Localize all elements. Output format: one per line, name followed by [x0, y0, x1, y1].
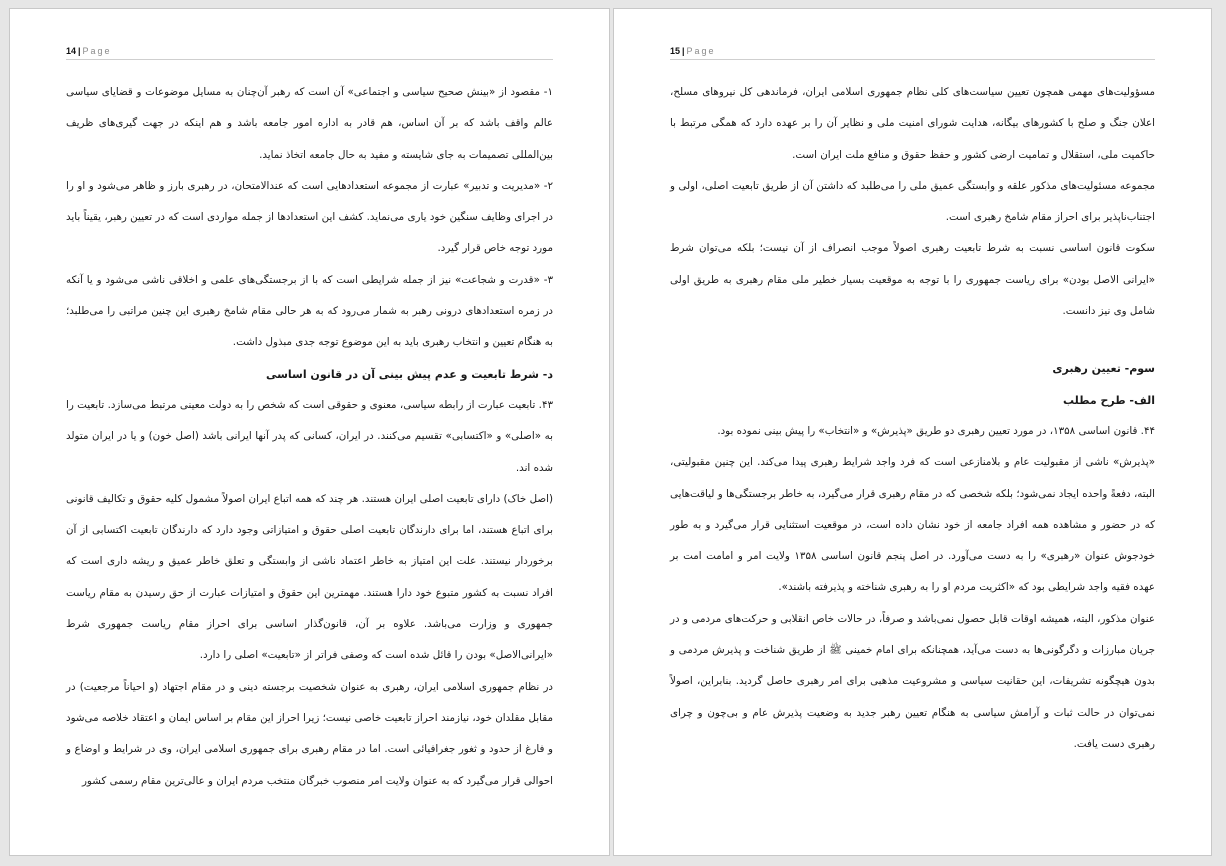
page-number: 14	[66, 46, 77, 56]
paragraph: عنوان مذکور، البته، همیشه اوقات قابل حصول نمی‌باشد و صرفاً، در حالات خاص انقلابی و حرکت‌های مردمی و در جریان مبارزات و دگرگونی‌ها به دست می‌آید، همچنانکه برای امام خمینی ﷺ از طریق شناخت و پذیرش مردمی و بدون هیچگونه تشریفات، این حقانیت سیاسی و مشروعیت مذهبی برای امر رهبری حاصل گردید. بنابراین، اصولاً نمی‌توان در حالت ثبات و آرامش سیاسی به هنگام تعیین رهبر جدید به وضعیت پذیرش عام و بی‌چون و چرای رهبری دست یافت.	[670, 612, 1155, 750]
paragraph: ۴۳. تابعیت عبارت از رابطه سیاسی، معنوی و حقوقی است که شخص را به دولت معینی مرتبط می‌سازد. تابعیت را به «اصلی» و «اکتسابی» تقسیم می‌کنند. در ایران، کسانی که پدر آنها ایرانی باشد (اصل خون) و یا در ایران متولد شده اند.	[66, 398, 553, 474]
paragraph: ۲- «مدیریت و تدبیر» عبارت از مجموعه استعدادهایی است که عندالامتحان، در رهبری بارز و ظاهر می‌شود و او را در اجرای وظایف سنگین خود یاری می‌نماید. کشف این استعدادها از جمله مواردی است که در تعیین رهبر، یقیناً باید مورد توجه خاص قرار گیرد.	[66, 179, 553, 255]
paragraph: (اصل خاک) دارای تابعیت اصلی ایران هستند. هر چند که همه اتباع ایران اصولاً مشمول کلیه حقوق و تکالیف قانونی برای اتباع هستند، اما برای دارندگان تابعیت اصلی حقوق و امتیازاتی وجود دارد که دارندگان تابعیت اکتسابی از آن برخوردار نیستند. علت این امتیاز به خاطر اعتماد ناشی از وابستگی و تعلق خاطر عمیق و ریشه داری است که افراد نسبت به کشور متبوع خود دارا هستند. مهمترین این حقوق و امتیازات عبارت از حق رسیدن به مقام ریاست جمهوری و وزارت می‌باشد. علاوه بر آن، قانون‌گذار اساسی برای احراز مقام ریاست جمهوری شرط «ایرانی‌الاصل» بودن را قائل شده است که وصفی فراتر از «تابعیت» اصلی را دارد.	[66, 492, 553, 662]
subsection-heading: الف- طرح مطلب	[1062, 393, 1155, 407]
paragraph: سکوت قانون اساسی نسبت به شرط تابعیت رهبری اصولاً موجب انصراف از آن نیست؛ بلکه می‌توان شرط «ایرانی الاصل بودن» برای ریاست جمهوری را با توجه به موقعیت بسیار خطیر ملی مقام رهبری به طریق اولی شامل وی نیز دانست.	[670, 242, 1155, 318]
spacer	[670, 327, 1155, 353]
paragraph: ۳- «قدرت و شجاعت» نیز از جمله شرایطی است که با از برجستگی‌های علمی و اخلاقی ناشی می‌شود و یا آنکه در زمره استعدادهای درونی رهبر به شمار می‌رود که به هر حالی مقام شامخ رهبری این چنین مراتبی را می‌طلبد؛ به هنگام تعیین و انتخاب رهبری باید به این موضوع توجه جدی مبذول داشت.	[66, 273, 553, 349]
paragraph: مجموعه مسئولیت‌های مذکور علقه و وابستگی عمیق ملی را می‌طلبد که داشتن آن از طریق تابعیت اصلی، اولی و اجتناب‌ناپذیر برای احراز مقام شامخ رهبری است.	[670, 179, 1155, 224]
paragraph: در نظام جمهوری اسلامی ایران، رهبری به عنوان شخصیت برجسته دینی و در مقام اجتهاد (و احیاناً مرجعیت) در مقابل مقلدان خود، نیازمند احراز تابعیت خاصی نیست؛ زیرا احراز این مقام بر اساس ایمان و اعتقاد خلاصه می‌شود و فارغ از حدود و ثغور جغرافیائی است. اما در مقام رهبری برای جمهوری اسلامی ایران، وی در شرایط و اوضاع و احوالی قرار می‌گیرد که به عنوان ولایت امر منصوب خبرگان منتخب مردم ایران و عالی‌ترین مقام رسمی کشور	[66, 680, 553, 787]
page-label: Page	[82, 46, 112, 56]
page-body	[670, 77, 1155, 760]
page-label: Page	[686, 46, 716, 56]
document-page-right	[613, 8, 1212, 856]
paragraph: «پذیرش» ناشی از مقبولیت عام و بلامنازعی است که فرد واجد شرایط رهبری پیدا می‌کند. این چنین مقبولیتی، البته، دفعةً واحده ایجاد نمی‌شود؛ بلکه شخصی که در مقام رهبری قرار می‌گیرد، به خاطر برجستگی‌ها و لیاقت‌هایی که در حضور و مشاهده همه افراد جامعه از خود نشان داده است، در موقعیت استثنایی قرار می‌گیرد و به طور خودجوش عنوان «رهبری» را به دست می‌آورد. در اصل پنجم قانون اساسی ۱۳۵۸ ولایت امر و امامت امت بر عهده فقیه واجد شرایطی بود که «اکثریت مردم او را به رهبری شناخته و پذیرفته باشند».	[670, 456, 1155, 594]
paragraph: مسؤولیت‌های مهمی همچون تعیین سیاست‌های کلی نظام جمهوری اسلامی ایران، فرماندهی کل نیروهای مسلح، اعلان جنگ و صلح با کشورهای بیگانه، هدایت شورای امنیت ملی و نظایر آن را بر عهده دارد که همگی مرتبط با حاکمیت ملی، استقلال و تمامیت ارضی کشور و حفظ حقوق و منافع ملت ایران است.	[670, 86, 1155, 161]
document-page-left	[9, 8, 610, 856]
page-body	[66, 77, 553, 797]
paragraph: ۴۴. قانون اساسی ۱۳۵۸، در مورد تعیین رهبری دو طریق «پذیرش» و «انتخاب» را پیش بینی نموده بود.	[717, 424, 1155, 437]
page-header: 15 | Page	[670, 45, 1155, 60]
page-header: 14 | Page	[66, 45, 553, 60]
page-number: 15	[670, 46, 681, 56]
section-heading: د- شرط تابعیت و عدم پیش بینی آن در قانون اساسی	[265, 367, 553, 381]
paragraph: ۱- مقصود از «بینش صحیح سیاسی و اجتماعی» آن است که رهبر آن‌چنان به مسایل موضوعات و قضایای سیاسی عالم واقف باشد که بر آن اساس، هم قادر به اداره امور جامعه باشد و هم اینکه در جهت گیری‌های ظریف بین‌المللی تصمیمات به جای شایسته و مفید به حال جامعه اتخاذ نماید.	[66, 86, 553, 161]
section-heading: سوم- تعیین رهبری	[1052, 362, 1155, 376]
